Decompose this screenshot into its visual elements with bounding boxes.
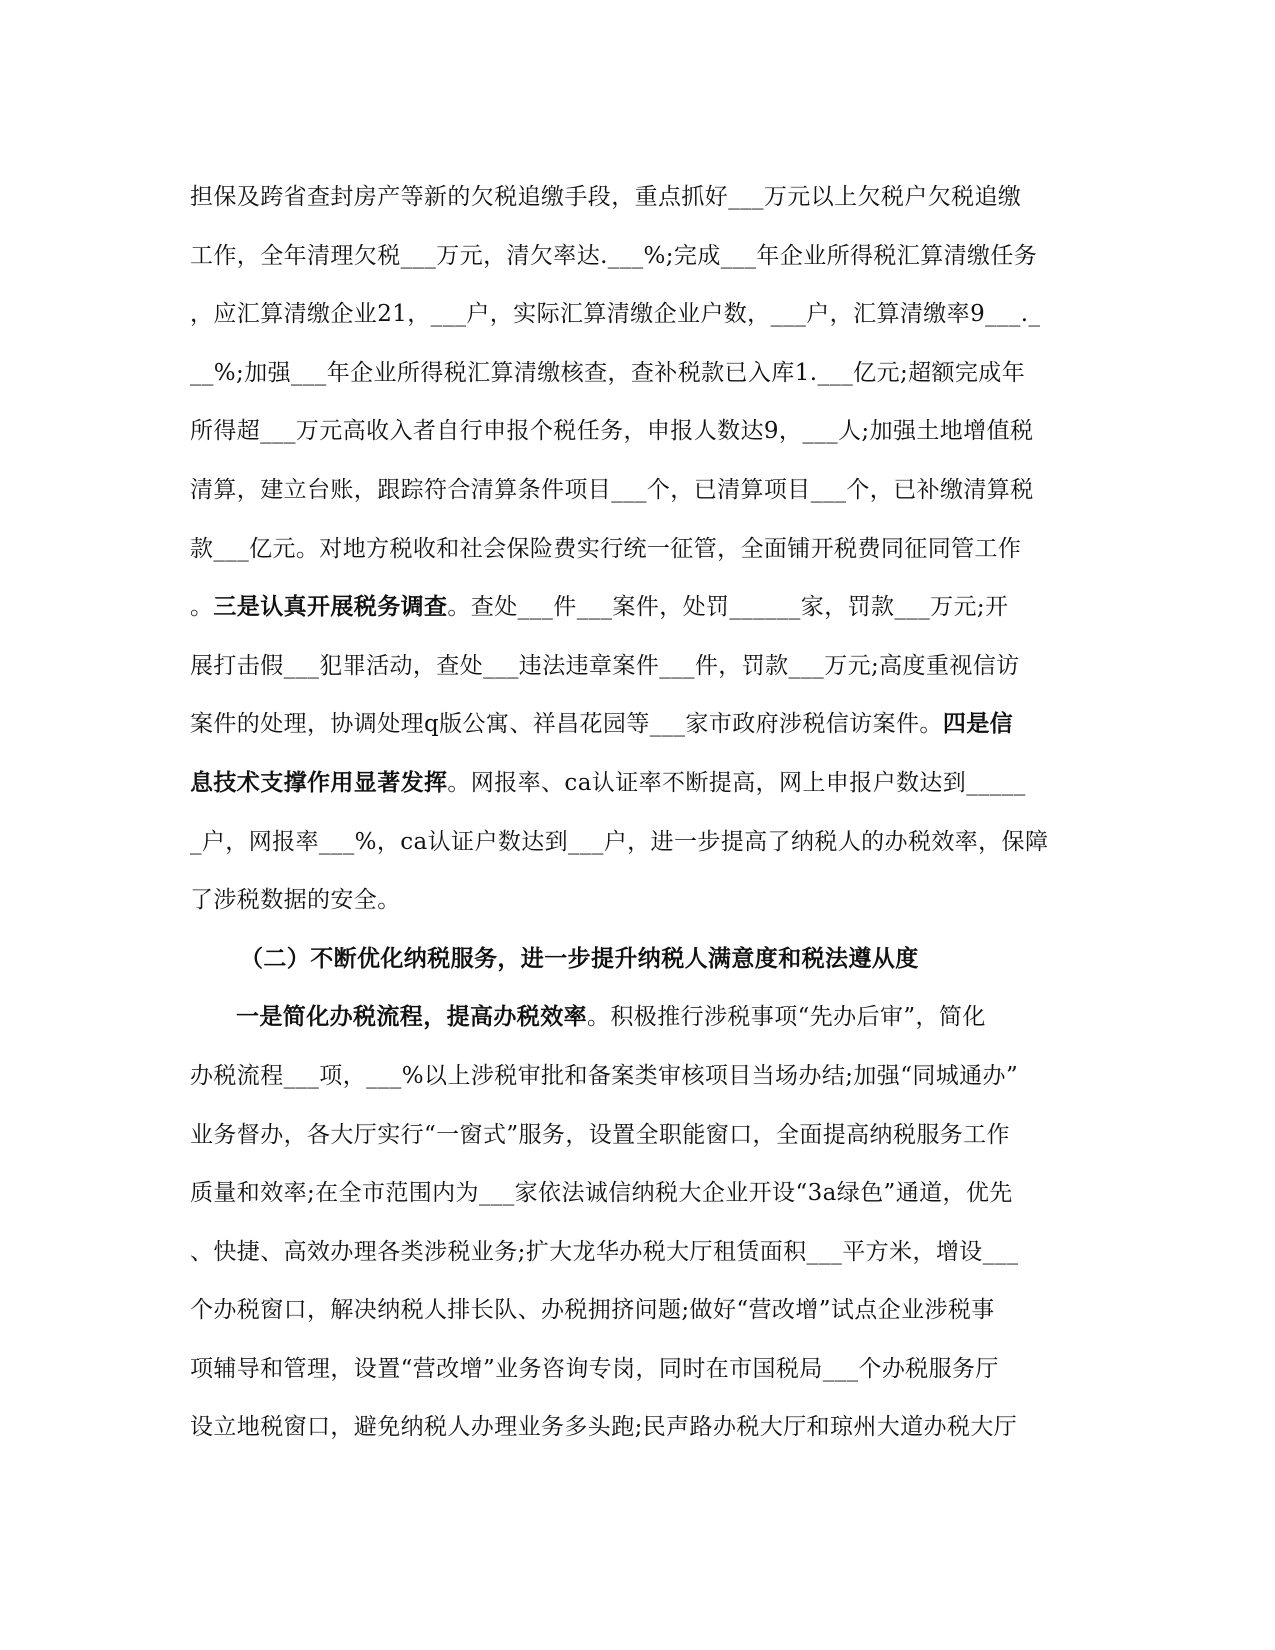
line-text: 了涉税数据的安全。 bbox=[190, 887, 401, 914]
item-heading-one: 一是简化办税流程，提高办税效率 bbox=[236, 1003, 587, 1031]
item-heading-four-start: 四是信 bbox=[942, 710, 1014, 738]
text-line bbox=[190, 1398, 1090, 1457]
line-text: 质量和效率;在全市范围内为___家依法诚信纳税大企业开设“3a绿色”通道，优先 bbox=[190, 1180, 1013, 1207]
section-heading-text: （二）不断优化纳税服务，进一步提升纳税人满意度和税法遵从度 bbox=[240, 944, 919, 972]
text-line bbox=[190, 754, 1090, 813]
text-line bbox=[190, 813, 1090, 872]
line-text: 清算，建立台账，跟踪符合清算条件项目___个，已清算项目___个，已补缴清算税 bbox=[190, 476, 1034, 503]
text-line bbox=[190, 1223, 1090, 1282]
line-text: _户，网报率___%，ca认证户数达到___户，进一步提高了纳税人的办税效率，保障 bbox=[190, 828, 1049, 855]
line-text: 所得超___万元高收入者自行申报个税任务，申报人数达9，___人;加强土地增值税 bbox=[190, 418, 1034, 445]
text-line bbox=[190, 1281, 1090, 1340]
text-line bbox=[190, 227, 1090, 286]
line-text: 。积极推行涉税事项“先办后审”，简化 bbox=[587, 1004, 986, 1031]
text-line bbox=[190, 637, 1090, 696]
text-line bbox=[190, 344, 1090, 403]
line-text: 工作，全年清理欠税___万元，清欠率达.___%;完成___年企业所得税汇算清缴任务 bbox=[190, 242, 1038, 269]
text-line bbox=[190, 168, 1090, 227]
text-line bbox=[190, 461, 1090, 520]
line-text: 、快捷、高效办理各类涉税业务;扩大龙华办税大厅租赁面积___平方米，增设___ bbox=[190, 1238, 1019, 1265]
line-text: 款___亿元。对地方税收和社会保险费实行统一征管，全面铺开税费同征同管工作 bbox=[190, 535, 1022, 562]
line-text: 办税流程___项，___%以上涉税审批和备案类审核项目当场办结;加强“同城通办” bbox=[190, 1062, 1019, 1089]
text-line bbox=[190, 1164, 1090, 1223]
line-text: 。网报率、ca认证率不断提高，网上申报户数达到_____ bbox=[447, 769, 1026, 796]
line-text: 担保及跨省查封房产等新的欠税追缴手段，重点抓好___万元以上欠税户欠税追缴 bbox=[190, 184, 1022, 210]
section-heading bbox=[190, 930, 1090, 989]
line-text: 项辅导和管理，设置“营改增”业务咨询专岗，同时在市国税局___个办税服务厅 bbox=[190, 1355, 999, 1382]
line-text: 业务督办，各大厅实行“一窗式”服务，设置全职能窗口，全面提高纳税服务工作 bbox=[190, 1121, 1010, 1148]
text-line bbox=[190, 402, 1090, 461]
text-line bbox=[190, 520, 1090, 579]
line-text: ，应汇算清缴企业21，___户，实际汇算清缴企业户数，___户，汇算清缴率9___._ bbox=[190, 301, 1041, 328]
line-text: 案件的处理，协调处理q版公寓、祥昌花园等___家市政府涉税信访案件。 bbox=[190, 711, 943, 738]
line-text: 展打击假___犯罪活动，查处___违法违章案件___件，罚款___万元;高度重视信访 bbox=[190, 652, 1020, 679]
text-line bbox=[190, 1106, 1090, 1165]
text-line bbox=[190, 1340, 1090, 1399]
line-text: 个办税窗口，解决纳税人排长队、办税拥挤问题;做好“营改增”试点企业涉税事 bbox=[190, 1297, 995, 1324]
text-line bbox=[190, 988, 1090, 1047]
line-text: 。查处___件___案件，处罚______家，罚款___万元;开 bbox=[447, 594, 1009, 621]
text-line bbox=[190, 285, 1090, 344]
text-line bbox=[190, 578, 1090, 637]
text-line bbox=[190, 871, 1090, 930]
document-body bbox=[190, 168, 1090, 1457]
line-text: 设立地税窗口，避免纳税人办理业务多头跑;民声路办税大厅和琼州大道办税大厅 bbox=[190, 1414, 1018, 1441]
line-text: __%;加强___年企业所得税汇算清缴核查，查补税款已入库1.___亿元;超额完成年 bbox=[190, 359, 1026, 386]
item-heading-three: 三是认真开展税务调查 bbox=[213, 593, 448, 621]
item-heading-four-end: 息技术支撑作用显著发挥 bbox=[190, 768, 448, 796]
text-line bbox=[190, 695, 1090, 754]
line-text: 。 bbox=[190, 594, 214, 621]
text-line bbox=[190, 1047, 1090, 1106]
